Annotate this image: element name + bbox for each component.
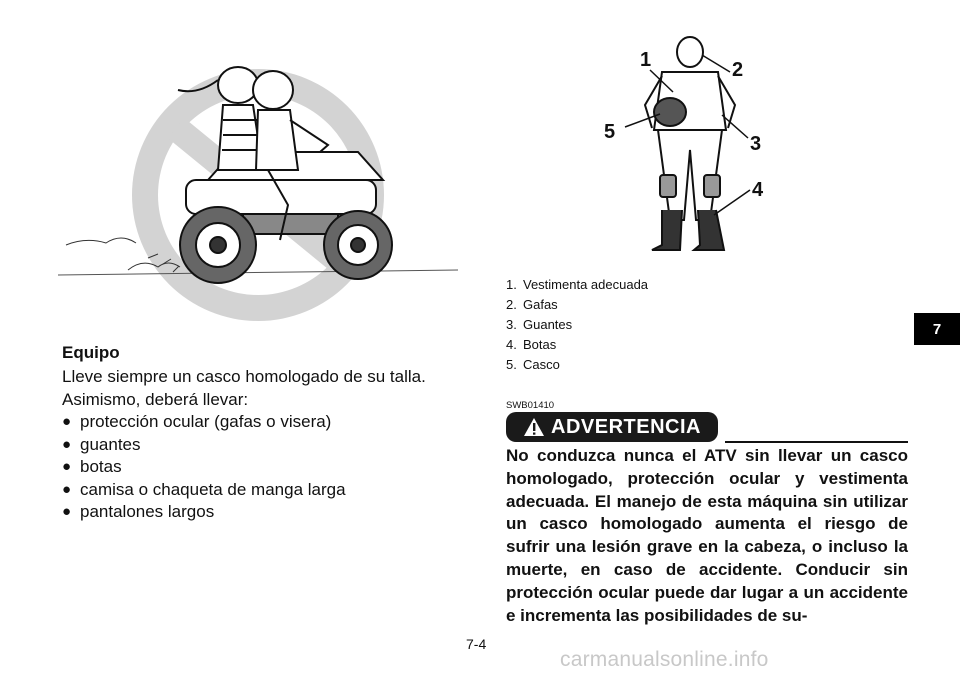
caption-item: 3. Guantes bbox=[506, 317, 573, 332]
list-item: ● camisa o chaqueta de manga larga bbox=[62, 479, 462, 502]
warning-badge bbox=[506, 412, 718, 442]
intro-line: Asimismo, deberá llevar: bbox=[62, 389, 249, 409]
list-item: ● protección ocular (gafas o visera) bbox=[62, 411, 462, 434]
callout-5: 5 bbox=[604, 121, 616, 143]
watermark: carmanualsonline.info bbox=[560, 648, 769, 671]
equipment-list bbox=[62, 411, 462, 524]
page-number: 7-4 bbox=[466, 636, 487, 652]
warning-label: ADVERTENCIA bbox=[551, 415, 701, 438]
bullet-icon: ● bbox=[62, 480, 72, 498]
warning-text: No conduzca nunca el ATV sin llevar un casco homologado, protección ocular y vestimenta adecuada. El manejo de esta máquina sin utilizar un casco homologado aumenta el riesgo de sufrir una lesión grave en la cabeza, o incluso la muerte, en caso de accidente. Conducir sin protección ocular puede dar lugar a un accidente e incrementa las posibilidades de su- bbox=[506, 446, 908, 625]
section-title: Equipo bbox=[62, 343, 120, 362]
figure-captions bbox=[506, 275, 648, 375]
warning-code: SWB01410 bbox=[506, 400, 555, 411]
list-item: ● botas bbox=[62, 456, 462, 479]
warning-triangle-icon bbox=[523, 417, 545, 437]
caption-item: 1. Vestimenta adecuada bbox=[506, 277, 649, 292]
list-item: ● pantalones largos bbox=[62, 501, 462, 524]
caption-item: 2. Gafas bbox=[506, 297, 558, 312]
equipment-text bbox=[62, 366, 462, 524]
caption-item: 4. Botas bbox=[506, 337, 557, 352]
callout-4: 4 bbox=[752, 179, 764, 201]
protective-gear-illustration bbox=[590, 30, 790, 260]
intro-line: Lleve siempre un casco homologado de su talla. bbox=[62, 367, 426, 386]
no-passenger-illustration bbox=[58, 40, 458, 340]
bullet-icon: ● bbox=[62, 503, 72, 520]
caption-item: 5. Casco bbox=[506, 357, 560, 372]
list-item: ● guantes bbox=[62, 434, 462, 457]
warning-divider bbox=[725, 441, 908, 443]
callout-2: 2 bbox=[732, 59, 744, 81]
chapter-tab: 7 bbox=[914, 313, 960, 345]
bullet-icon: ● bbox=[62, 413, 72, 430]
callout-1: 1 bbox=[640, 49, 652, 71]
bullet-icon: ● bbox=[62, 435, 72, 453]
bullet-icon: ● bbox=[62, 458, 72, 475]
callout-3: 3 bbox=[750, 133, 762, 155]
